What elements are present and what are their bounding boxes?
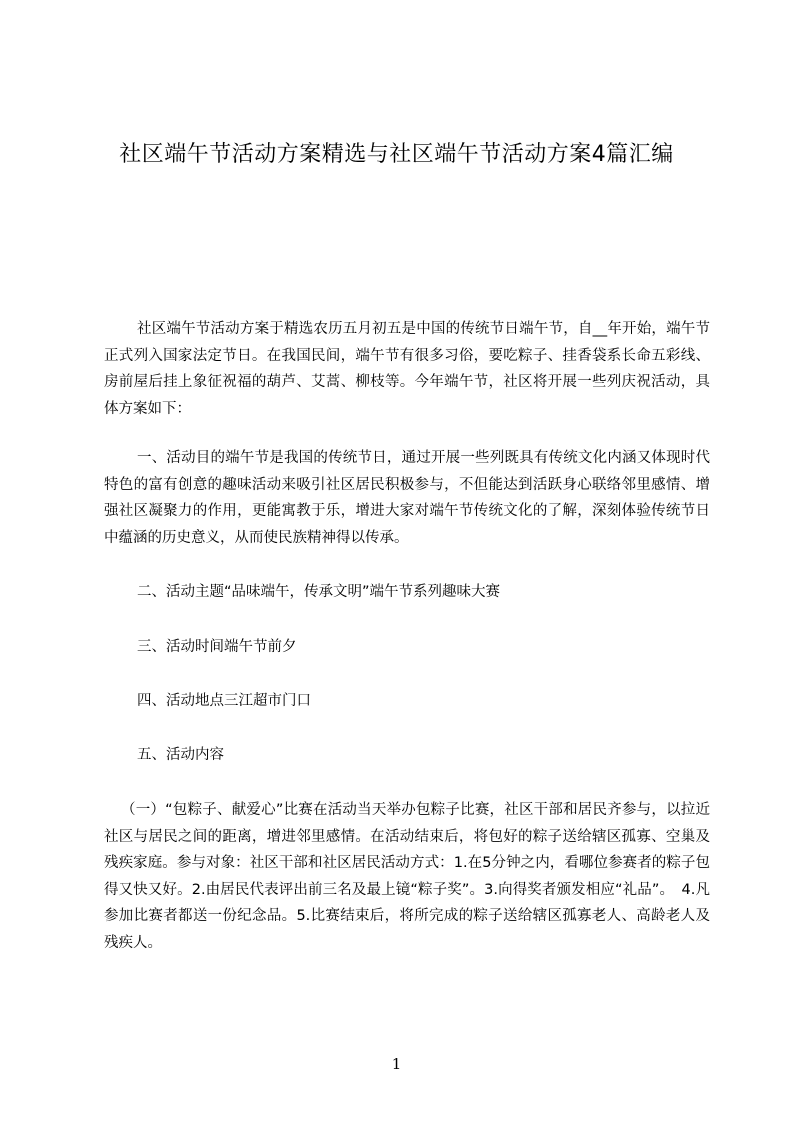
zongzi-contest-paragraph: （一）“包粽子、献爱心”比赛在活动当天举办包粽子比赛，社区干部和居民齐参与，以拉近社区与居民之间的距离，增进邻里感情。在活动结束后，将包好的粽子送给辖区孤寡、空巢及残疾家庭。参与对象：社区干部和社区居民活动方式：1.在5分钟之内，看哪位参赛者的粽子包得又快又好。2.由居民代表评出前三名及最上镜“粽子奖”。3.向得奖者颁发相应“礼品”。 4.凡参加比赛者都送一份纪念品。5.比赛结束后，将所完成的粽子送给辖区孤寡老人、高龄老人及残疾人。 [104,802,710,951]
activity-theme-paragraph: 二、活动主题“品味端午，传承文明”端午节系列趣味大赛 [137,584,501,600]
activity-content-heading: 五、活动内容 [137,747,224,763]
page-number: 1 [391,1055,402,1073]
intro-paragraph: 社区端午节活动方案于精选农历五月初五是中国的传统节日端午节，自__年开始，端午节正式列入国家法定节日。在我国民间，端午节有很多习俗，要吃粽子、挂香袋系长命五彩线、房前屋后挂上象征祝福的葫芦、艾蒿、柳枝等。今年端午节，社区将开展一些列庆祝活动，具体方案如下： [104,321,710,417]
document-title: 社区端午节活动方案精选与社区端午节活动方案4篇汇编 [119,142,674,167]
activity-location-paragraph: 四、活动地点三江超市门口 [137,693,311,709]
activity-time-paragraph: 三、活动时间端午节前夕 [137,639,297,655]
activity-purpose-paragraph: 一、活动目的端午节是我国的传统节日，通过开展一些列既具有传统文化内涵又体现时代特色的富有创意的趣味活动来吸引社区居民积极参与，不但能达到活跃身心联络邻里感情、增强社区凝聚力的作用，更能寓教于乐，增进大家对端午节传统文化的了解，深刻体验传统节日中蕴涵的历史意义，从而使民族精神得以传承。 [104,450,710,546]
